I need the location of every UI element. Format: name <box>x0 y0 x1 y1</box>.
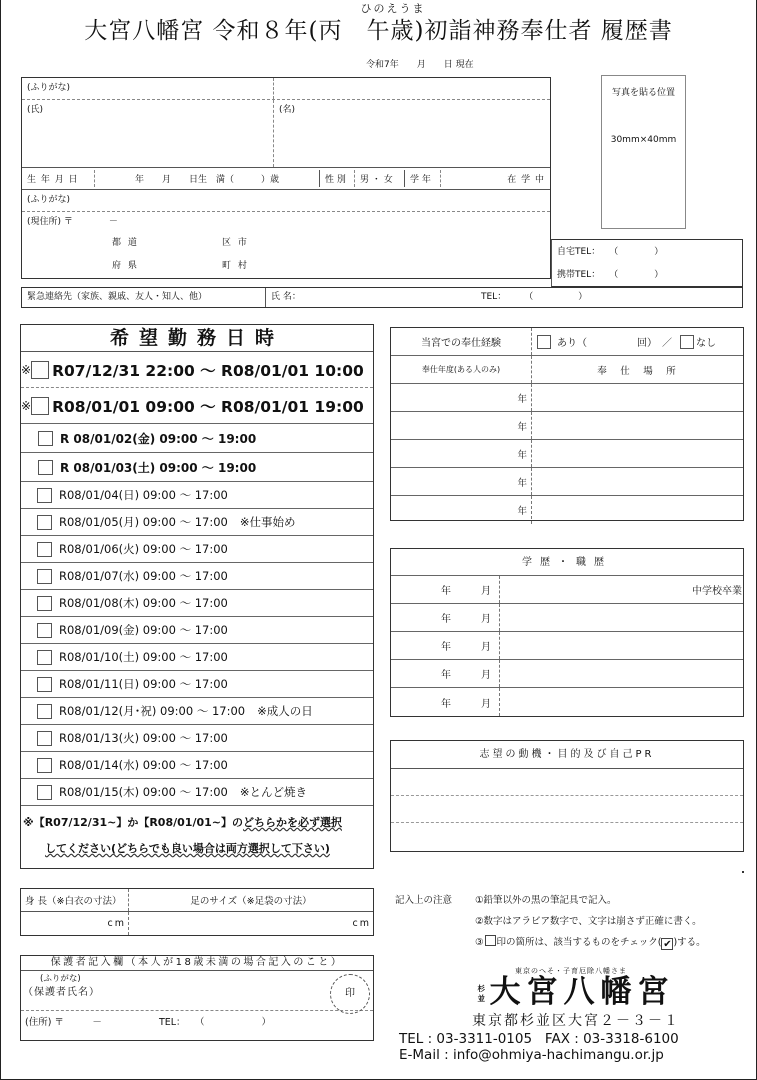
experience-label: 当宮での奉仕経験 <box>391 328 532 355</box>
seal-stamp-area: 印 <box>330 974 370 1014</box>
schedule-instruction <box>21 806 373 862</box>
schedule-row[interactable] <box>21 752 373 779</box>
education-detail: 中学校卒業 <box>692 586 742 597</box>
education-date-field[interactable] <box>391 660 500 687</box>
service-year-field[interactable] <box>391 440 532 467</box>
checkbox[interactable] <box>37 623 52 638</box>
experience-yes-label: あり（ 回） ／ <box>557 338 672 349</box>
document-title <box>0 2 757 45</box>
surname-field[interactable] <box>22 100 274 167</box>
experience-header-row <box>391 356 743 384</box>
service-place-field[interactable] <box>532 384 743 411</box>
schedule-text: R08/01/11(日) 09:00 ～ 17:00 <box>59 677 228 691</box>
address-lines[interactable] <box>22 232 550 278</box>
checkmark-icon: ✔ <box>663 939 672 950</box>
service-year-field[interactable] <box>391 468 532 495</box>
photo-size: 30mm×40mm <box>610 135 677 145</box>
emergency-contact-row <box>21 287 743 308</box>
year-unit: 年 <box>517 421 527 433</box>
furigana-given-field[interactable] <box>274 78 550 99</box>
checkbox[interactable] <box>37 731 52 746</box>
note-item: ②数字はアラビア数字で、文字は崩さず正確に書く。 <box>475 916 702 927</box>
daily-schedule-list <box>21 482 373 806</box>
experience-no-label: なし <box>696 338 716 349</box>
motive-line[interactable] <box>391 796 743 823</box>
education-box <box>390 548 744 717</box>
schedule-row[interactable] <box>21 644 373 671</box>
mobile-phone-field[interactable]: 携帯TEL： （ ） <box>557 270 664 280</box>
schedule-row[interactable] <box>21 563 373 590</box>
month-unit: 月 <box>481 614 491 625</box>
service-year-field[interactable] <box>391 412 532 439</box>
foot-unit: cm <box>352 918 371 929</box>
schedule-text: R08/01/09(金) 09:00 ～ 17:00 <box>59 623 228 637</box>
schedule-row[interactable] <box>21 725 373 752</box>
month-unit: 月 <box>481 586 491 597</box>
instruction-emphasis: どちらかを必ず選択 <box>242 816 342 829</box>
size-box <box>20 888 374 936</box>
experience-entry-row <box>391 384 743 412</box>
guardian-box <box>20 955 374 1041</box>
month-unit: 月 <box>481 670 491 681</box>
schedule-text: R08/01/10(土) 09:00 ～ 17:00 <box>59 650 228 664</box>
schedule-row-major[interactable] <box>21 388 373 424</box>
schedule-text: R 08/01/03(土) 09:00 ～ 19:00 <box>60 460 257 475</box>
home-phone-field[interactable]: 自宅TEL： （ ） <box>557 247 664 257</box>
schedule-note: ※成人の日 <box>257 704 313 718</box>
title-ruby-wrap <box>343 2 426 45</box>
schedule-row[interactable] <box>21 509 373 536</box>
year-unit: 年 <box>441 586 451 597</box>
phone-box <box>551 239 743 287</box>
note-item <box>475 932 706 953</box>
guardian-name-label: （保護者氏名） <box>23 987 100 998</box>
checkbox[interactable] <box>38 431 53 446</box>
schedule-text: R08/01/12(月･祝) 09:00 ～ 17:00 <box>59 704 246 718</box>
schedule-text: R08/01/05(月) 09:00 ～ 17:00 <box>59 515 228 529</box>
height-field[interactable] <box>21 912 129 935</box>
schedule-text: R08/01/15(木) 09:00 ～ 17:00 <box>59 785 228 799</box>
surname-label: (氏) <box>27 105 44 115</box>
birth-label: 生 年 月 日 <box>22 170 95 187</box>
education-entry-row <box>391 632 743 660</box>
schedule-text: R08/01/14(水) 09:00 ～ 17:00 <box>59 758 228 772</box>
schedule-row[interactable] <box>21 671 373 698</box>
experience-rows <box>391 384 743 524</box>
experience-entry-row <box>391 468 743 496</box>
grade-field[interactable]: 在 学 中 <box>507 175 545 185</box>
checkbox[interactable] <box>31 361 49 379</box>
education-entry-row <box>391 688 743 716</box>
emergency-tel-field[interactable]: TEL： （ ） <box>481 292 588 302</box>
furigana-label: (ふりがな) <box>27 83 71 93</box>
checkbox[interactable] <box>37 596 52 611</box>
checkbox[interactable] <box>31 397 49 415</box>
experience-box <box>390 327 744 521</box>
notes-label: 記入上の注意 <box>395 895 453 906</box>
shrine-info <box>395 966 757 1063</box>
shrine-logo-side: 杉並 <box>477 984 491 1003</box>
year-unit: 年 <box>517 449 527 461</box>
schedule-note: ※とんど焼き <box>239 785 308 799</box>
service-place-field[interactable] <box>532 468 743 495</box>
service-place-field[interactable] <box>532 496 743 524</box>
year-unit: 年 <box>441 614 451 625</box>
birth-field[interactable]: 年 月 日生 満（ ）歳 <box>95 170 320 187</box>
guardian-tel-label: TEL： （ ） <box>158 1017 272 1028</box>
guardian-address-field[interactable] <box>21 1011 373 1031</box>
schedule-box <box>20 324 374 869</box>
service-place-header: 奉 仕 場 所 <box>597 365 678 377</box>
experience-entry-row <box>391 412 743 440</box>
address-furigana-field[interactable] <box>22 190 75 211</box>
year-unit: 年 <box>441 642 451 653</box>
education-entry-row <box>391 604 743 632</box>
address-furigana-label: (ふりがな) <box>27 195 71 205</box>
schedule-text: R07/12/31 22:00 ～ R08/01/01 10:00 <box>52 361 364 380</box>
service-year-header: 奉仕年度(ある人のみ) <box>391 356 532 383</box>
height-label: 身 長（※白衣の寸法） <box>21 889 129 911</box>
schedule-row[interactable] <box>21 779 373 806</box>
checkbox[interactable] <box>37 515 52 530</box>
schedule-text: R08/01/07(水) 09:00 ～ 17:00 <box>59 569 228 583</box>
experience-row <box>391 328 743 356</box>
prefecture-to-do: 都 道 <box>112 238 139 248</box>
shrine-email[interactable]: E-Mail : info@ohmiya-hachimangu.or.jp <box>399 1047 664 1063</box>
note-text: )する。 <box>673 937 706 948</box>
month-unit: 月 <box>481 698 491 710</box>
checkbox[interactable] <box>37 569 52 584</box>
experience-no-checkbox[interactable] <box>680 335 694 349</box>
emergency-label: 緊急連絡先（家族、親戚、友人・知人、他） <box>22 288 266 307</box>
schedule-text: R08/01/01 09:00 ～ R08/01/01 19:00 <box>52 397 364 416</box>
stray-dot <box>742 871 744 873</box>
motive-line[interactable] <box>391 769 743 796</box>
given-name-field[interactable] <box>274 100 550 167</box>
education-date-field[interactable] <box>391 632 500 659</box>
note-number: ③ <box>475 937 484 948</box>
guardian-address-label: (住所) 〒 － <box>25 1017 102 1028</box>
experience-entry-row <box>391 496 743 524</box>
checkbox[interactable] <box>37 650 52 665</box>
schedule-row[interactable] <box>21 698 373 725</box>
checkbox-sample-icon <box>485 935 496 946</box>
instruction-emphasis: してください(どちらでも良い場合は両方選択して下さい) <box>45 842 330 855</box>
schedule-text: R08/01/04(日) 09:00 ～ 17:00 <box>59 488 228 502</box>
education-detail-field[interactable] <box>500 582 743 597</box>
schedule-text: R08/01/06(火) 09:00 ～ 17:00 <box>59 542 228 556</box>
schedule-note: ※仕事始め <box>239 515 296 529</box>
service-year-field[interactable] <box>391 384 532 411</box>
checkbox[interactable] <box>37 542 52 557</box>
shrine-name: 大宮八幡宮 <box>489 974 675 1010</box>
schedule-text: R08/01/08(木) 09:00 ～ 17:00 <box>59 596 228 610</box>
required-mark: ※ <box>21 398 32 413</box>
experience-yes-checkbox[interactable] <box>537 335 551 349</box>
motive-line[interactable] <box>391 823 743 849</box>
shrine-tel-fax: TEL : 03-3311-0105 FAX : 03-3318-6100 <box>399 1031 679 1047</box>
service-place-field[interactable] <box>532 440 743 467</box>
motive-heading: 志望の動機・目的及び自己PR <box>391 741 743 769</box>
foot-size-label: 足のサイズ（※足袋の寸法） <box>190 896 312 907</box>
title-part-2: 午歳)初詣神務奉仕者 履歴書 <box>366 18 673 44</box>
given-name-label: (名) <box>279 105 296 115</box>
checkbox[interactable] <box>37 758 52 773</box>
height-unit: cm <box>107 918 126 929</box>
education-date-field[interactable] <box>391 604 500 631</box>
schedule-row[interactable] <box>21 590 373 617</box>
schedule-row[interactable] <box>21 453 373 482</box>
sex-label: 性 別 <box>320 170 355 187</box>
year-unit: 年 <box>517 477 527 489</box>
shrine-logo <box>395 976 757 1008</box>
title-part-1: 大宮八幡宮 令和８年(丙 <box>84 18 343 44</box>
basic-info-box <box>21 77 551 279</box>
education-entry-row <box>391 576 743 604</box>
checkbox[interactable] <box>38 460 53 475</box>
grade-label: 学 年 <box>405 170 441 187</box>
service-year-field[interactable] <box>391 496 532 524</box>
year-unit: 年 <box>441 698 451 710</box>
motive-box <box>390 740 744 852</box>
sex-field[interactable]: 男 ・ 女 <box>355 170 405 187</box>
shrine-tagline: 東京のへそ・子育厄除八幡さま <box>515 967 627 975</box>
foot-size-field[interactable] <box>129 918 373 929</box>
city-ku-shi: 区 市 <box>222 238 249 248</box>
note-item: ①鉛筆以外の黒の筆記具で記入。 <box>475 895 617 906</box>
schedule-text: R08/01/13(火) 09:00 ～ 17:00 <box>59 731 228 745</box>
education-date-field[interactable] <box>391 576 500 603</box>
education-date-field[interactable] <box>391 688 500 716</box>
year-unit: 年 <box>441 670 451 681</box>
schedule-heading: 希望勤務日時 <box>21 325 373 352</box>
prefecture-fu-ken: 府 県 <box>112 261 139 271</box>
city-cho-son: 町 村 <box>222 261 249 271</box>
checkbox[interactable] <box>37 677 52 692</box>
service-place-field[interactable] <box>532 412 743 439</box>
schedule-text: R 08/01/02(金) 09:00 ～ 19:00 <box>60 431 257 446</box>
address-label: (現住所) 〒 － <box>27 217 118 227</box>
schedule-row[interactable] <box>21 536 373 563</box>
schedule-row[interactable] <box>21 424 373 453</box>
education-heading: 学歴・職歴 <box>391 549 743 576</box>
month-unit: 月 <box>481 642 491 653</box>
checkbox[interactable] <box>37 785 52 800</box>
schedule-row[interactable] <box>21 482 373 509</box>
address-field[interactable] <box>22 212 123 232</box>
checkbox[interactable] <box>37 488 52 503</box>
education-rows <box>391 576 743 716</box>
as-of-date[interactable]: 令和7年 月 日 現在 <box>366 60 474 70</box>
guardian-name-field[interactable] <box>21 971 373 1011</box>
required-mark: ※ <box>21 362 32 377</box>
photo-placeholder <box>601 75 686 229</box>
guardian-heading: 保護者記入欄（本人が18歳未満の場合記入のこと） <box>21 956 373 971</box>
furigana-surname-field[interactable] <box>22 78 274 99</box>
emergency-name-field[interactable]: 氏 名： <box>271 292 301 302</box>
year-unit: 年 <box>517 506 527 517</box>
guardian-furigana-label: (ふりがな) <box>40 974 81 984</box>
year-unit: 年 <box>517 393 527 405</box>
instruction-text: ※【R07/12/31~】か【R08/01/01~】の <box>23 816 243 829</box>
photo-label: 写真を貼る位置 <box>611 88 675 98</box>
schedule-row-major[interactable] <box>21 352 373 388</box>
schedule-row[interactable] <box>21 617 373 644</box>
title-ruby: ひのえうま <box>360 2 426 15</box>
experience-entry-row <box>391 440 743 468</box>
checkbox[interactable] <box>37 704 52 719</box>
note-text: 印の箇所は、該当するものをチェック( <box>496 937 662 948</box>
shrine-address: 東京都杉並区大宮２－３－１ <box>472 1013 680 1029</box>
education-entry-row <box>391 660 743 688</box>
